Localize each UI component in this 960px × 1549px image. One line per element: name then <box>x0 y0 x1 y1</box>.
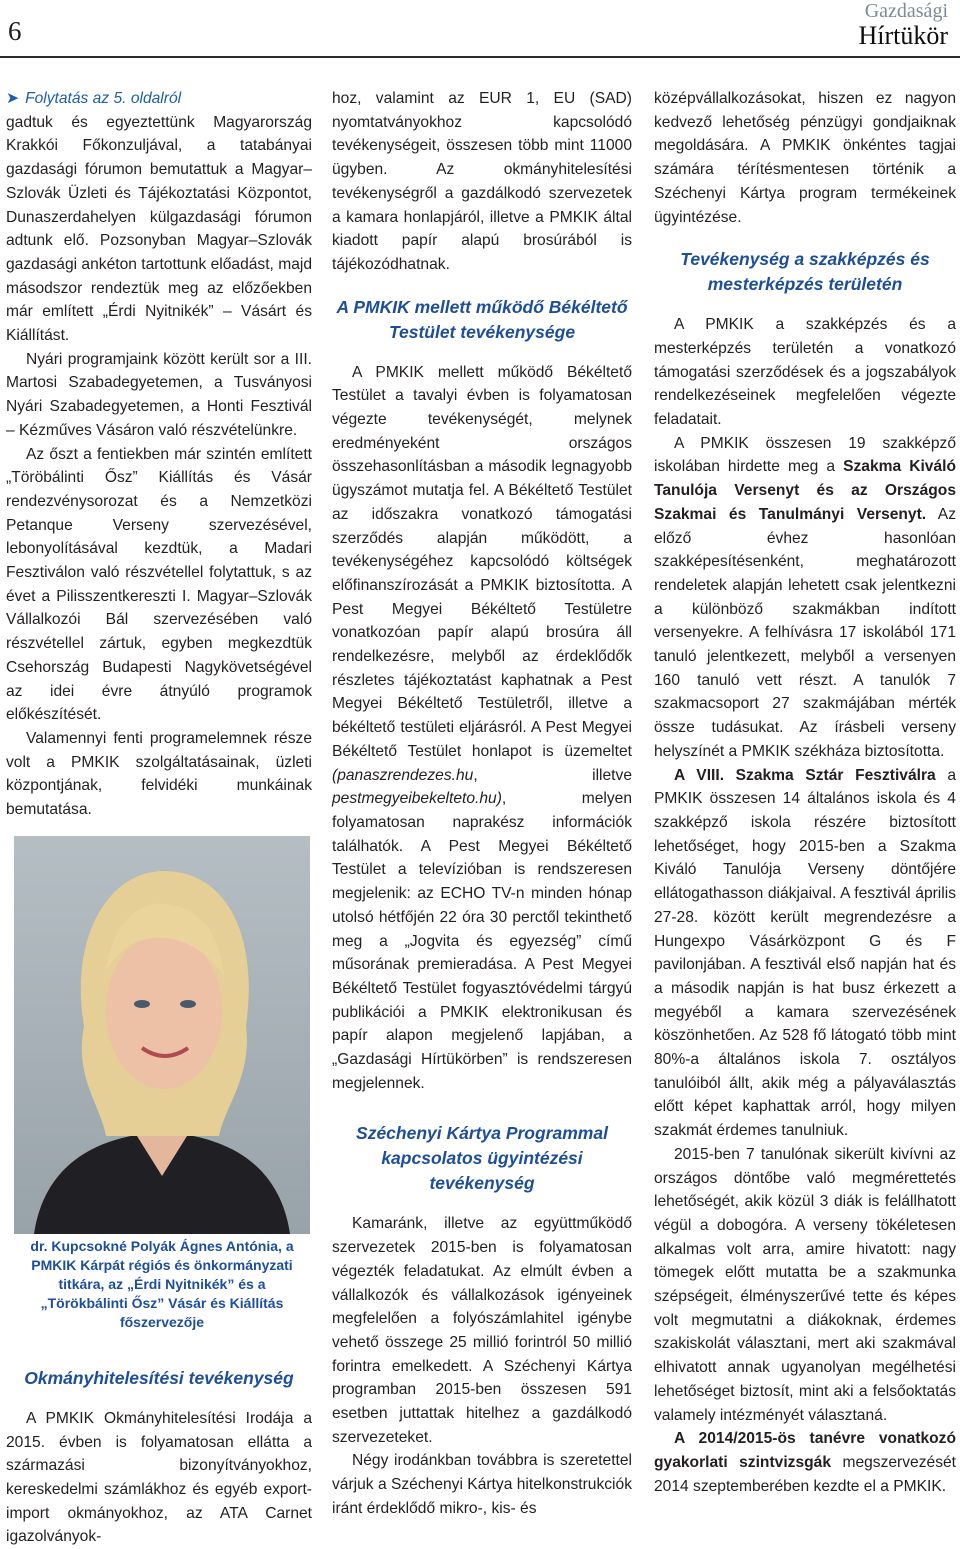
masthead-line2: Hírtükör <box>858 21 948 50</box>
header-rule <box>0 56 960 58</box>
text: A PMKIK mellett működő Békéltető Testület a tavalyi évben is folyamatosan végezte tevékenységét, melynek eredményeként országos összehasonlításban a második legnagyobb ügyszámot mutatja fel. A Békéltető Testület az időszakra vonatkozó támogatási szerződés alapján működött, a tevékenységéhez kapcsolódó költségek előfinanszírozását a PMKIK biztosította. A Pest Megyei Békéltető Testületre vonatkozóan papír alapú brosúra áll rendelkezésre, melyből az érdeklődők részletes tájékoztatást kaphatnak a Pest Megyei Békéltető Testületről, illetve a békéltető testületi eljárásról. A Pest Megyei Békéltető Testület honlapot is üzemeltet <box>332 363 632 760</box>
section-heading: Széchenyi Kártya Programmal kapcsolatos ügyintézési tevékenység <box>356 1123 608 1194</box>
paragraph: gadtuk és egyeztettünk Magyarország Krakkói Főkonzuljával, a tatabányai gazdasági fórumon bemutattuk a Magyar–Szlovák Üzleti és Tájékoztatási Központot, Dunaszerdahelyen külgazdasági fórumon adtunk elő. Pozsonyban Magyar–Szlovák gazdasági ankéton tartottunk előadást, majd másodszor rendeztük meg az előzőekben már említett „Érdi Nyitnikék” – Vásárt és Kiállítást. <box>6 113 313 345</box>
text: Az előző évhez hasonlóan szakképesítésenként, meghatározott rendeletek alapján lehetett csak jelentkezni a különböző szakmákban indított versenyekre. A felhívásra 17 iskolából 171 tanuló jelentkezett, melyből a versenyen 160 tanuló vett részt. A tanulók 7 szakmacsoport 27 szakmájában mérték össze tudásukat. Az írásbeli verseny helyszínét a PMKIK székháza biztosította. <box>654 505 956 760</box>
paragraph: Négy irodánkban továbbra is szeretettel várjuk a Széchenyi Kártya hitelkonstrukciók iránt érdeklődő mikro-, kis- és <box>332 1452 632 1517</box>
column-right <box>654 87 956 1498</box>
paragraph: 2015-ben 7 tanulónak sikerült kivívni az országos döntőbe való megmérettetés lehetőségét, akik közül 3 diák is felállhatott végül a dobogóra. A verseny tökéletesen alkalmas volt arra, amire hivatott: nagy tömegek előtt mutatta be a szakmunka szépségeit, élményszerűvé tette és képes volt megmutatni a diákoknak, érdemes szakiskolát választani, mert aki szakmával elhivatott annak ugyanolyan megélhetési lehetőséget biztosít, mint aki a felsőoktatás valamely intézményét választaná. <box>654 1145 956 1424</box>
website-link[interactable]: pestmegyeibekelteto.hu) <box>332 790 502 808</box>
paragraph: Valamennyi fenti programelemnek része volt a PMKIK szolgáltatásainak, üzleti központjának, felvidéki munkáinak bemutatása. <box>6 729 312 819</box>
paragraph: Az őszt a fentiekben már szintén említett „Töröbálinti Ősz” Kiállítás és Vásár rendezvénysorozat és a Nemzetközi Petanque Verseny szervezésével, lebonyolításával kezdtük, a Madari Fesztiválon való részvétellel folytattuk, s az évet a Pilisszentkereszti I. Magyar–Szlovák Vállalkozói Bál szervezésében való részvétellel zártuk, egyben megkezdtük Csehország Budapesti Nagykövetségével az idei évre átnyúló programok előkészítését. <box>6 445 312 724</box>
bold-text: A VIII. Szakma Sztár Fesztiválra <box>674 766 936 784</box>
section-heading: A PMKIK mellett működő Békéltető Testület tevékenysége <box>336 296 628 342</box>
page-number: 6 <box>8 16 22 46</box>
continued-note <box>6 87 312 111</box>
column-middle <box>332 87 632 1521</box>
photo-caption: dr. Kupcsokné Polyák Ágnes Antónia, a PMKIK Kárpát régiós és önkormányzati titkára, az „Érdi Nyitnikék” és a „Törökbálinti Ősz” Vásár és Kiállítás főszervezője <box>30 1237 294 1330</box>
column-left <box>6 87 312 1549</box>
website-link[interactable]: (panaszrendezes.hu <box>332 766 474 784</box>
text: megszervezését 2014 szeptemberében kezdte el a PMKIK. <box>654 1453 956 1495</box>
paragraph <box>332 361 632 1096</box>
paragraph <box>654 1427 956 1498</box>
section-heading: Okmányhitelesítési tevékenység <box>24 1367 294 1388</box>
paragraph <box>654 764 956 1143</box>
paragraph <box>654 432 956 764</box>
bold-text: A 2014/2015-ös tanévre vonatkozó gyakorlati szintvizsgák <box>654 1430 956 1471</box>
paragraph: A PMKIK Okmányhitelesítési Irodája a 2015. évben is folyamatosan ellátta a származási bizonyítványokhoz, kereskedelmi számlákhoz és egyéb export-import okmányokhoz, az ATA Carnet igazolványok- <box>6 1409 312 1546</box>
portrait-image <box>14 836 310 1234</box>
section-heading: Tevékenység a szakképzés és mesterképzés területén <box>680 249 930 295</box>
bold-text: Szakma Kiváló Tanulója Versenyt és az Országos Szakmai és Tanulmányi Versenyt. <box>654 458 956 523</box>
masthead-line1: Gazdasági <box>864 0 948 22</box>
paragraph: A PMKIK a szakképzés és a mesterképzés területén a vonatkozó támogatási szerződések és a jogszabályok rendelkezéseinek megfelelően végezte feladatait. <box>654 316 956 429</box>
continued-text: Folytatás az 5. oldalról <box>25 90 182 107</box>
text: a PMKIK összesen 14 általános iskola és 4 szakképző iskola részére biztosított lehetőséget, hogy 2015-ben a Szakma Kiváló Tanulója Verseny döntőjére ellátogathasson diákjaival. A fesztivál április 27-28. között került megrendezésre a Hungexpo Vásárközpont G és F pavilonjában. A fesztivál első napján hat és a második napján is hat busz érkezett a megyéből a kamara szervezésének köszönhetően. Az 528 fő látogató több mint 80%-a általános iskola 7. osztályos tanulóiból állt, akik még a pályaválasztás előtt képet kaphattak arról, hogy milyen szakmát érdemes tanulniuk. <box>654 766 956 1140</box>
text: A PMKIK összesen 19 szakképző iskolában hirdette meg a <box>654 434 956 476</box>
portrait-photo <box>14 836 310 1234</box>
text: , melyen folyamatosan naprakész információk találhatók. A Pest Megyei Békéltető Testület a televízióban is rendszeresen megjelenik: az ECHO TV-n minden hónap utolsó hétfőjén 22 óra 30 perctől tekinthető meg a „Jogvita és egyezség” című műsorának premieradása. A Pest Megyei Békéltető Testület fogyasztóvédelmi tárgyú publikációi a PMKIK elektronikusan és papír alapon megjelenő lapjában, a „Gazdasági Hírtükörben” is rendszeresen megjelennek. <box>332 790 632 1092</box>
paragraph: hoz, valamint az EUR 1, EU (SAD) nyomtatványokhoz kapcsolódó tevékenységeit, összesen több mint 11000 ügyben. Az okmányhitelesítési tevékenységről a gazdálkodó szervezetek a kamara honlapjáról, illetve a PMKIK által kiadott papír alapú brosúrából is tájékozódhatnak. <box>332 90 632 273</box>
masthead <box>858 0 948 50</box>
paragraph: Kamaránk, illetve az együttműködő szervezetek 2015-ben is folyamatosan végezték feladatukat. Az elmúlt évben a vállalkozók és vállalkozások igényeinek megfelelően a folyószámlahitel igénybe vehető összege 25 millió forintról 50 millió forintra emelkedett. A Széchenyi Kártya programban 2015-ben összesen 591 esetben juttattak hitelhez a gazdálkodó szervezeteket. <box>332 1215 632 1446</box>
paragraph: középvállalkozásokat, hiszen ez nagyon kedvező lehetőség pénzügyi gondjaiknak megoldására. A PMKIK önkéntes tagjai számára térítésmentesen történik a Széchenyi Kártya program termékeinek ügyintézése. <box>654 90 956 226</box>
text: , illetve <box>473 766 632 784</box>
paragraph: Nyári programjaink között került sor a III. Martosi Szabadegyetemen, a Tusványosi Nyári Szabadegyetemen, a Honti Fesztivál – Kézműves Vásáron való részvételünkre. <box>6 350 312 439</box>
arrow-right-icon: ➤ <box>6 90 20 107</box>
